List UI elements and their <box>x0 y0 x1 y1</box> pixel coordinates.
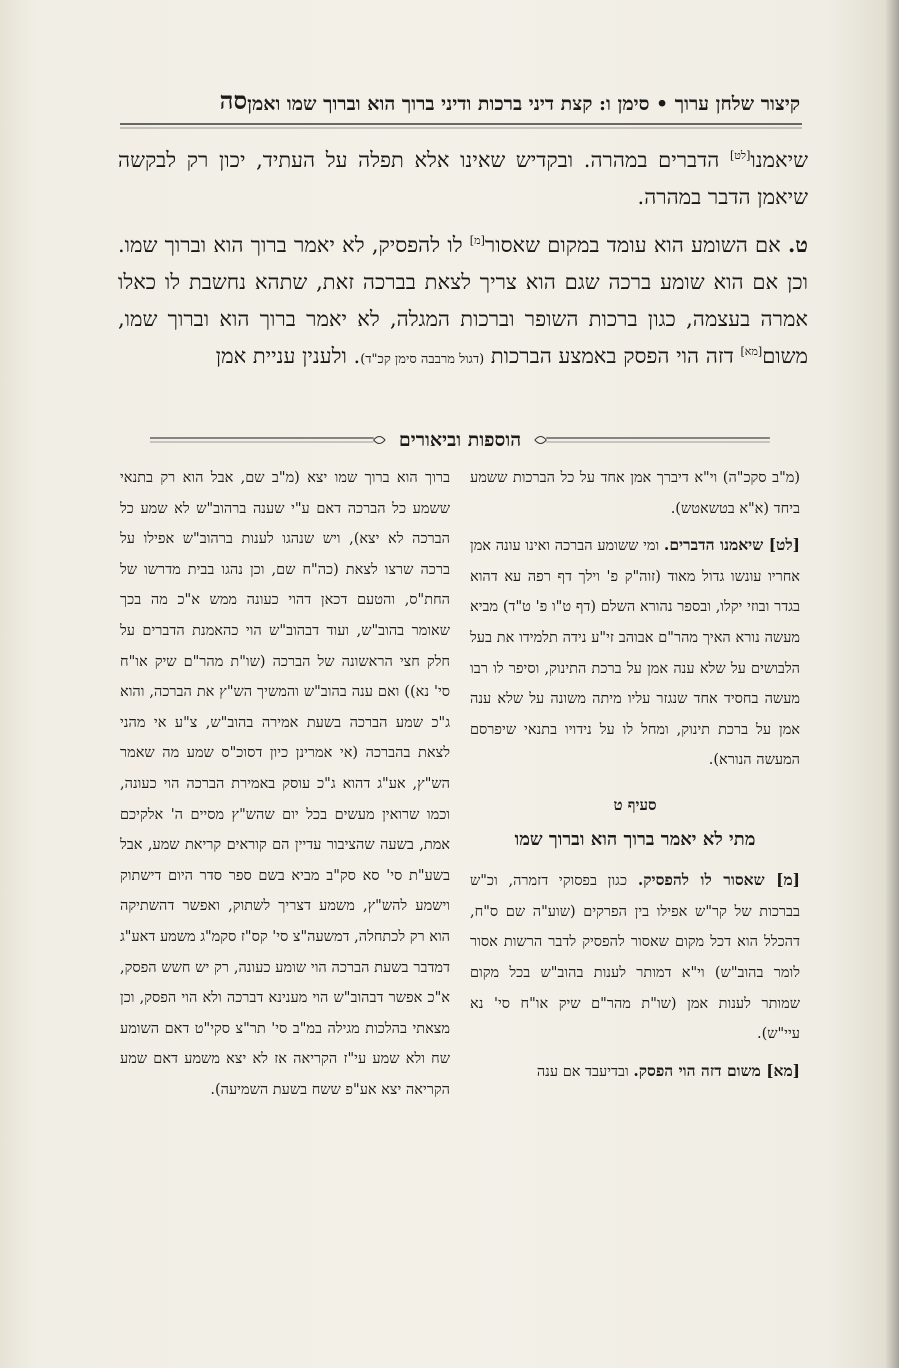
note-40: [מ] שאסור לו להפסיק. כגון בפסוקי דזמרה, וכ"ש בברכות של קר"ש אפילו בין הפרקים (שוע"ה שם ס"ח, דהכלל הוא דכל מקום שאסור להפסיק לדבר הרשות אסור לומר בהוב"ש) וי"א דמותר לענות בהוב"ש בכל מקום שמותר לענות אמן (שו"ת מהר"ם שיק או"ח סי' נא עיי"ש). <box>470 870 800 1043</box>
section-heading <box>150 425 770 455</box>
page-edge-shadow <box>885 0 899 1368</box>
note-continuation: (מ"ב סקכ"ה) וי"א דיברך אמן אחד על כל הברכות ששמע ביחד (א"א בטשאטש). <box>470 470 800 517</box>
notes-column-left <box>120 463 450 1105</box>
section-title: הוספות וביאורים <box>398 428 522 451</box>
running-header <box>118 76 800 116</box>
footnote-ref: [מא] <box>740 345 763 358</box>
seif-title: מתי לא יאמר ברוך הוא וברוך שמו <box>514 828 756 850</box>
footnote-ref: [מ] <box>469 234 485 247</box>
running-title: קיצור שלחן ערוך • סימן ו: קצת דיני ברכות ודיני ברוך הוא וברוך שמו ואמן <box>247 93 800 115</box>
note-41: [מא] משום דזה הוי הפסק. ובדיעבד אם ענה <box>536 1060 800 1080</box>
footnote-ref: [לט] <box>729 149 751 162</box>
notes-column-right <box>470 463 800 1087</box>
main-paragraph-9: ט. אם השומע הוא עומד במקום שאסור[מ] לו להפסיק, לא יאמר ברוך הוא וברוך שמו. וכן אם הוא שומע ברכה שגם הוא צריך לצאת בברכה זאת, שתהא נחשבת לו כאלו אמרה בעצמה, כגון ברכות השופר וברכות המגלה, לא יאמר ברוך הוא וברוך שמו, משום[מא] דזה הוי הפסק באמצע הברכות (דגול מרבבה סימן קכ"ד). ולענין עניית אמן <box>118 232 808 368</box>
seif-marker: ט. <box>787 232 808 257</box>
main-paragraph-continued: שיאמנו[לט] הדברים במהרה. ובקדיש שאינו אלא תפלה על העתיד, יכון רק לבקשה שיאמן הדבר במהרה. <box>118 148 808 209</box>
ornament-left <box>150 433 387 447</box>
page-number: סה <box>219 86 248 115</box>
main-body-text <box>118 142 808 378</box>
seif-label: סעיף ט <box>613 795 657 814</box>
note-41-continued: ברוך הוא ברוך שמו יצא (מ"ב שם, אבל הוא רק בתנאי ששמע כל הברכה דאם ע"י שענה ברהוב"ש לא שמע כל הברכה לא יצא), ויש שנהגו לענות ברהוב"ש אפילו על ברכה שרצו לצאת (כה"ח שם, וכן נהגו בבית מדרשו של החת"ס, והטעם דכאן דהוי כעונה ממש א"כ מה בכך שאומר בהוב"ש, ועוד דבהוב"ש הוי כהאמנת הדברים על חלק חצי הראשונה של הברכה (שו"ת מהר"ם שיק או"ח סי' נא)) ואם ענה בהוב"ש והמשיך הש"ץ את הברכה, והוא ג"כ שמע הברכה בשעת אמירה בהוב"ש, צ"ע אי מהני לצאת בהברכה (אי אמרינן כיון דסוכ"ס שמע מה שאמר הש"ץ, אע"ג דהוא ג"כ עוסק באמירת הברכה הוי כעונה, וכמו שרואין מעשים בכל יום שהש"ץ מסיים ה' אלקיכם אמת, בשעה שהציבור עדיין הם קוראים קריאת שמע, אבל בשע"ת סי' סא סק"ב מביא בשם ספר סדר היום דישתוק וישמע להש"ץ, משמע דצריך לשתוק, ואפשר דהשתיקה הוא רק לכתחלה, דמשעה"צ סי' קס"ז סקמ"ג משמע דאע"ג דמדבר בשעת הברכה הוי שומע כעונה, רק יש חשש הפסק, א"כ אפשר דבהוב"ש הוי מענינא דברכה ולא הוי הפסק, וכן מצאתי בהלכות מגילה במ"ב סי' תר"צ סקי"ט דאם השומע שח ולא שמע עי"ז הקריאה אז לא יצא משמע דאם שמע הקריאה יצא אע"פ ששח בשעת השמיעה). <box>120 470 450 1098</box>
ornament-right <box>533 433 770 447</box>
source-citation: (דגול מרבבה סימן קכ"ד) <box>360 352 485 367</box>
header-rule <box>120 120 802 132</box>
note-39: [לט] שיאמנו הדברים. ומי ששומע הברכה ואינו עונה אמן אחריו עונשו גדול מאוד (זוה"ק פ' וילך דף רפה עא דהוא בגדר ובוזי יקלו, ובספר נהורא השלם (דף ט"ו פ' ט"ד) מביא מעשה נורא האיך מהר"ם אבוהב זי"ע נידה תלמידו את בעל הלבושים על שלא ענה אמן על ברכת התינוק, וסיפר לו רבו מעשה בחסיד אחד שנגזר עליו מיתה משונה על שלא ענה אמן על ברכת תינוק, ומחל לו על נידויו בתנאי שיפרסם המעשה הנורא). <box>470 535 800 769</box>
